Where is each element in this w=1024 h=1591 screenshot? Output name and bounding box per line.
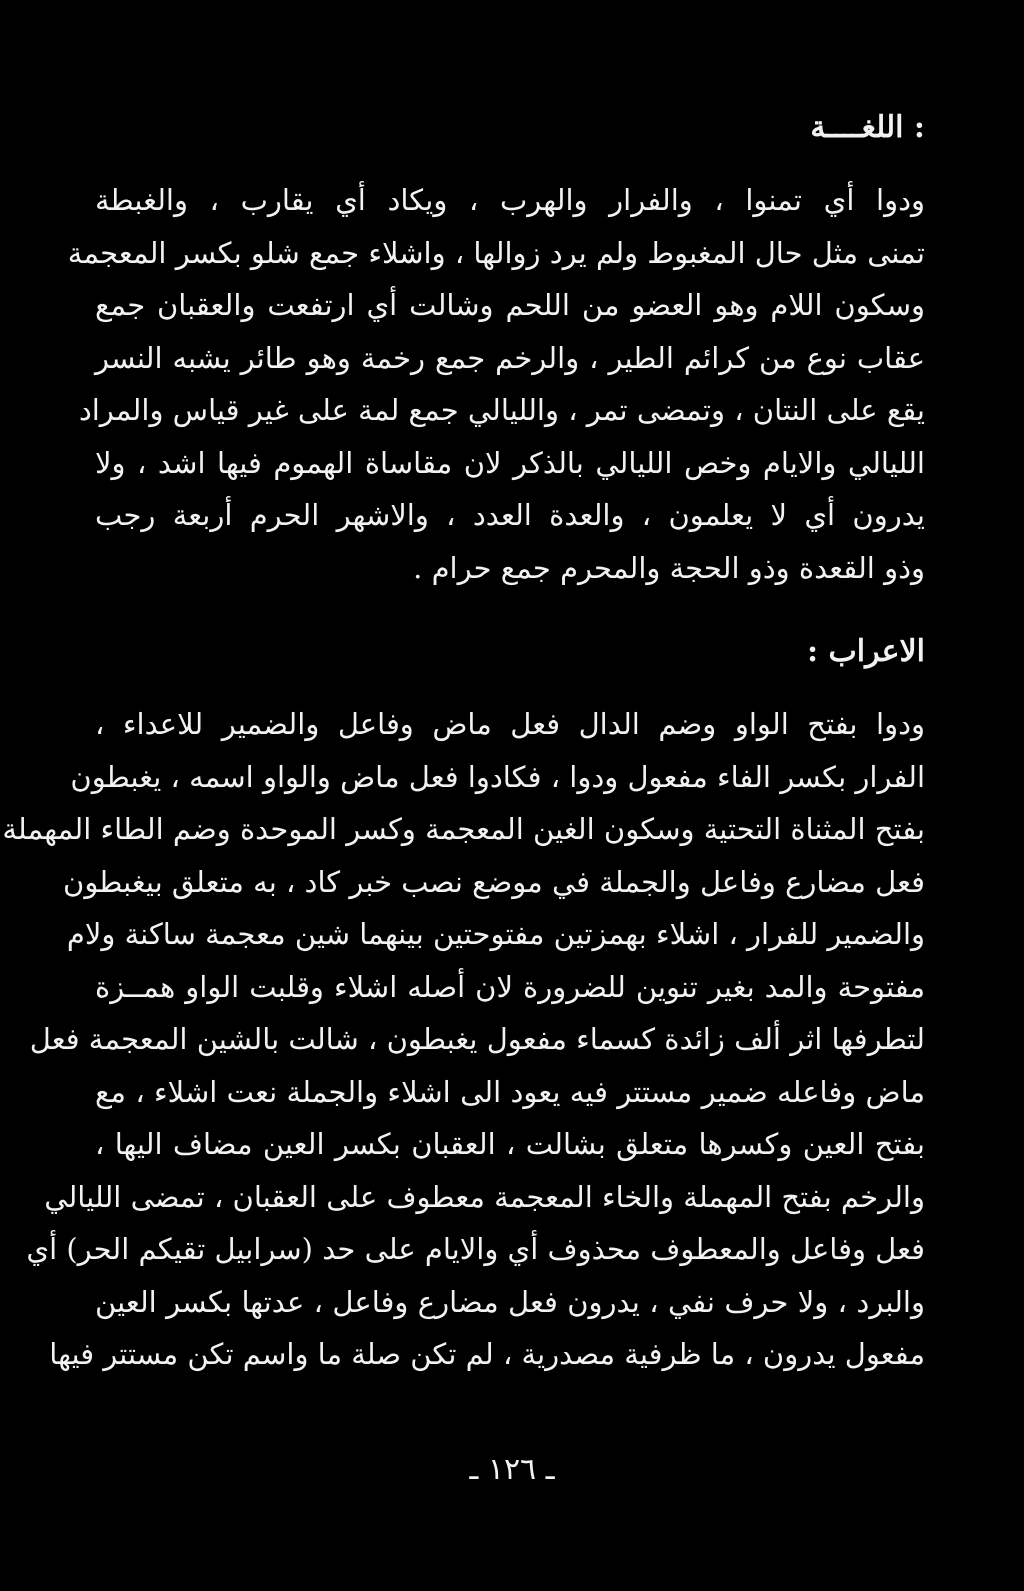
text-line: تمنى مثل حال المغبوط ولم يرد زوالها ، واشلاء جمع شلو بكسر المعجمة — [67, 235, 925, 270]
text-line: وذو القعدة وذو الحجة والمحرم جمع حرام . — [413, 550, 925, 585]
text-line: عقاب نوع من كرائم الطير ، والرخم جمع رخمة وهو طائر يشبه النسر — [95, 340, 925, 375]
text-line: والبرد ، ولا حرف نفي ، يدرون فعل مضارع وفاعل ، عدتها بكسر العين — [95, 1284, 925, 1319]
text-line: يدرون أي لا يعلمون ، والعدة العدد ، والاشهر الحرم أربعة رجب — [95, 498, 925, 532]
text-line: الليالي والايام وخص الليالي بالذكر لان مقاساة الهموم فيها اشد ، ولا — [95, 445, 925, 480]
text-line: مفعول يدرون ، ما ظرفية مصدرية ، لم تكن صلة ما واسم تكن مستتر فيها — [49, 1337, 925, 1371]
text-line: والضمير للفرار ، اشلاء بهمزتين مفتوحتين بينهما شين معجمة ساكنة ولام — [66, 917, 925, 951]
text-line: وسكون اللام وهو العضو من اللحم وشالت أي ارتفعت والعقبان جمع — [95, 288, 926, 322]
section-heading-lugha: : اللغــــة — [810, 110, 925, 145]
section-heading-iarab: الاعراب : — [807, 634, 925, 669]
paragraph-iarab — [2, 698, 925, 1381]
text-line: ماض وفاعله ضمير مستتر فيه يعود الى اشلاء والجملة نعت اشلاء ، مع — [95, 1074, 925, 1109]
text-line: فعل مضارع وفاعل والجملة في موضع نصب خبر كاد ، به متعلق بيغبطون — [63, 864, 925, 899]
paragraph-lugha — [67, 174, 926, 594]
text-line: مفتوحة والمد بغير تنوين للضرورة لان أصله اشلاء وقلبت الواو همــزة — [95, 969, 925, 1004]
text-line: ودوا أي تمنوا ، والفرار والهرب ، ويكاد أي يقارب ، والغبطة — [95, 183, 925, 217]
text-line: يقع على النتان ، وتمضى تمر ، والليالي جمع لمة على غير قياس والمراد — [78, 393, 925, 427]
text-line: بفتح المثناة التحتية وسكون الغين المعجمة وكسر الموحدة وضم الطاء المهملة — [2, 812, 925, 846]
text-line: والرخم بفتح المهملة والخاء المعجمة معطوف على العقبان ، تمضى الليالي — [44, 1179, 925, 1214]
text-line: بفتح العين وكسرها متعلق بشالت ، العقبان بكسر العين مضاف اليها ، — [95, 1127, 925, 1161]
text-line: ودوا بفتح الواو وضم الدال فعل ماض وفاعل والضمير للاعداء ، — [95, 707, 925, 741]
text-line: فعل وفاعل والمعطوف محذوف أي والايام على حد (سرابيل تقيكم الحر) أي — [26, 1232, 925, 1266]
text-line: لتطرفها اثر ألف زائدة كسماء مفعول يغبطون ، شالت بالشين المعجمة فعل — [29, 1022, 925, 1056]
text-line: الفرار بكسر الفاء مفعول ودوا ، فكادوا فعل ماض والواو اسمه ، يغبطون — [70, 759, 925, 794]
page-number: ـ ١٢٦ ـ — [469, 1452, 555, 1487]
document-page — [2, 100, 926, 1381]
